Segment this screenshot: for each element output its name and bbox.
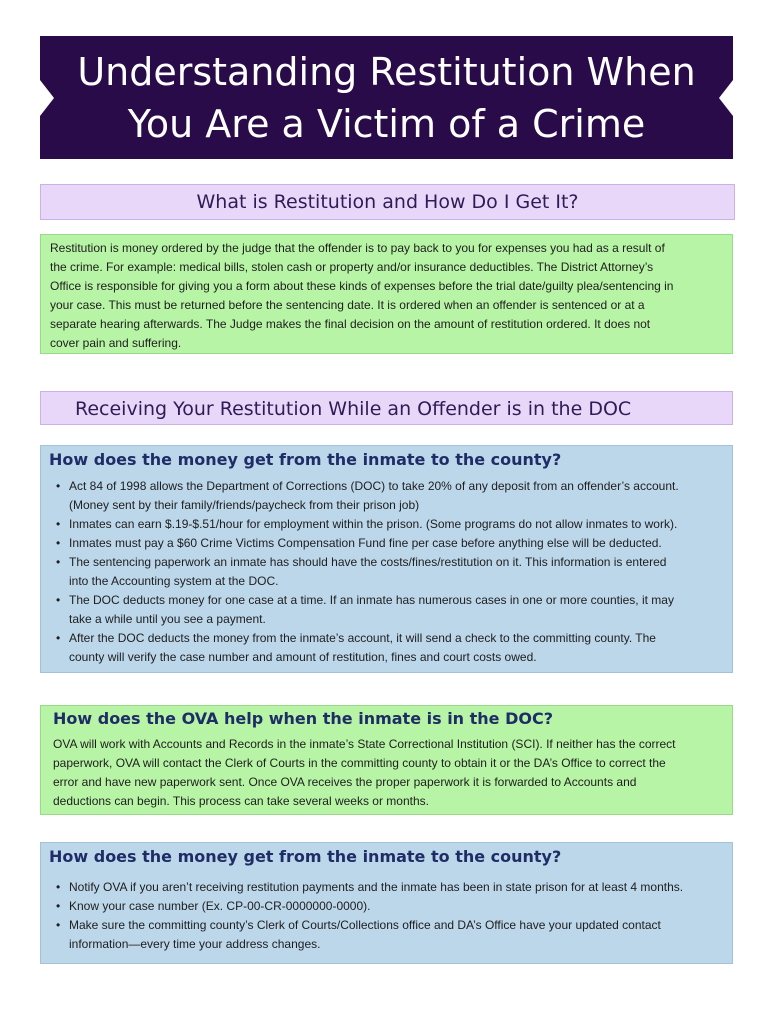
list-item: [49, 916, 724, 954]
list-item: [49, 553, 724, 591]
list-item-line: • The sentencing paperwork an inmate has should have the costs/fines/restitution on it. This information is entered: [69, 555, 667, 569]
title-banner: [40, 36, 733, 159]
definition-line-2: the crime. For example: medical bills, stolen cash or property and/or insurance deductibles. The District Attorney’s: [50, 260, 654, 274]
box-title: How does the money get from the inmate to the county?: [49, 847, 562, 866]
banner-left-notch: [40, 80, 54, 116]
list-item-line: county will verify the case number and amount of restitution, fines and court costs owed.: [69, 650, 537, 664]
definition-line-6: cover pain and suffering.: [50, 336, 182, 350]
list-item-line: • Inmates must pay a $60 Crime Victims Compensation Fund fine per case before anything else will be deducted.: [69, 536, 662, 550]
banner-right-notch: [719, 80, 733, 116]
bullet-list: [49, 477, 724, 667]
section-heading-text: What is Restitution and How Do I Get It?: [196, 191, 579, 213]
ova-line-4: deductions can begin. This process can take several weeks or months.: [53, 794, 429, 808]
list-item-line: (Money sent by their family/friends/paycheck from their prison job): [69, 498, 420, 512]
section-heading-text: Receiving Your Restitution While an Offender is in the DOC: [75, 398, 632, 420]
list-item: [49, 534, 724, 553]
section-heading-doc: [40, 391, 733, 425]
definition-line-1: Restitution is money ordered by the judge that the offender is to pay back to you for expenses you had as a result of: [50, 241, 665, 255]
list-item-line: • Know your case number (Ex. CP-00-CR-0000000-0000).: [69, 899, 371, 913]
bullet-list: [49, 878, 724, 954]
list-item-line: take a while until you see a payment.: [69, 612, 266, 626]
money-flow-box: [40, 445, 733, 673]
box-title: How does the money get from the inmate to the county?: [49, 450, 562, 469]
list-item-line: • After the DOC deducts the money from the inmate’s account, it will send a check to the committing county. The: [69, 631, 656, 645]
page-title-line-2: You Are a Victim of a Crime: [127, 101, 646, 146]
list-item: [49, 591, 724, 629]
box-title: How does the OVA help when the inmate is in the DOC?: [53, 709, 554, 728]
list-item-line: • Act 84 of 1998 allows the Department of Corrections (DOC) to take 20% of any deposit from an offender’s account.: [69, 479, 679, 493]
ova-line-3: error and have new paperwork sent. Once OVA receives the proper paperwork it is forwarded to Accounts and: [53, 775, 637, 789]
list-item: [49, 629, 724, 667]
restitution-definition-box: [40, 234, 733, 354]
list-item-line: • The DOC deducts money for one case at a time. If an inmate has numerous cases in one or more counties, it may: [69, 593, 674, 607]
list-item-line: • Make sure the committing county’s Clerk of Courts/Collections office and DA’s Office have your updated contact: [69, 918, 661, 932]
list-item-line: into the Accounting system at the DOC.: [69, 574, 279, 588]
definition-line-4: your case. This must be returned before the sentencing date. It is ordered when an offender is sentenced or at a: [50, 298, 645, 312]
definition-line-5: separate hearing afterwards. The Judge makes the final decision on the amount of restitution ordered. It does not: [50, 317, 651, 331]
victim-tips-box: [40, 842, 733, 964]
list-item: [49, 477, 724, 515]
page-title-line-1: Understanding Restitution When: [77, 49, 696, 94]
list-item-line: information—every time your address changes.: [69, 937, 321, 951]
list-item: [49, 878, 724, 897]
ova-line-1: OVA will work with Accounts and Records in the inmate’s State Correctional Institution (SCI). If neither has the correct: [53, 737, 676, 751]
list-item: [49, 897, 724, 916]
list-item-line: • Notify OVA if you aren’t receiving restitution payments and the inmate has been in state prison for at least 4 months.: [69, 880, 684, 894]
ova-line-2: paperwork, OVA will contact the Clerk of Courts in the committing county to obtain it or the DA’s Office to correct the: [53, 756, 666, 770]
section-heading-what-is-restitution: [40, 184, 735, 220]
list-item-line: • Inmates can earn $.19-$.51/hour for employment within the prison. (Some programs do not allow inmates to work).: [69, 517, 678, 531]
definition-line-3: Office is responsible for giving you a form about these kinds of expenses before the trial date/guilty plea/sentencing in: [50, 279, 674, 293]
ova-help-box: [40, 705, 733, 815]
list-item: [49, 515, 724, 534]
